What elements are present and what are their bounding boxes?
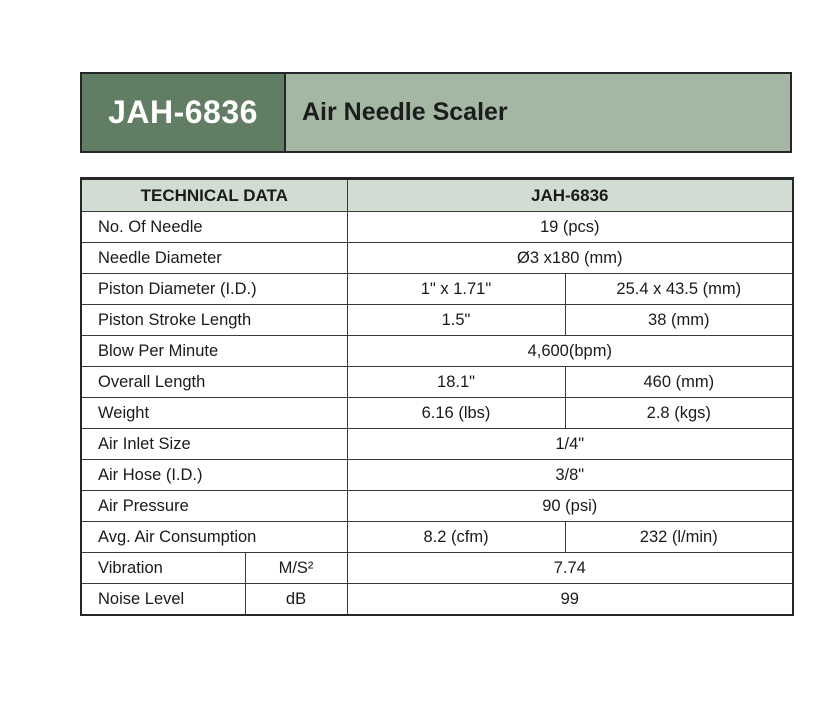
row-value-imperial: 6.16 (lbs) bbox=[347, 398, 565, 429]
row-value-metric: 25.4 x 43.5 (mm) bbox=[565, 274, 793, 305]
model-number: JAH-6836 bbox=[82, 74, 286, 151]
title-banner bbox=[80, 72, 792, 153]
row-unit: dB bbox=[245, 584, 347, 616]
table-row bbox=[81, 460, 793, 491]
row-label: Avg. Air Consumption bbox=[81, 522, 347, 553]
table-row bbox=[81, 522, 793, 553]
row-value-imperial: 1.5" bbox=[347, 305, 565, 336]
row-value: 3/8" bbox=[347, 460, 793, 491]
technical-data-header: TECHNICAL DATA bbox=[81, 179, 347, 212]
table-row bbox=[81, 553, 793, 584]
table-row bbox=[81, 243, 793, 274]
row-label: No. Of Needle bbox=[81, 212, 347, 243]
table-row bbox=[81, 429, 793, 460]
row-value: 90 (psi) bbox=[347, 491, 793, 522]
row-value-metric: 232 (l/min) bbox=[565, 522, 793, 553]
row-label: Piston Diameter (I.D.) bbox=[81, 274, 347, 305]
table-row bbox=[81, 274, 793, 305]
table-row bbox=[81, 491, 793, 522]
row-label: Vibration bbox=[81, 553, 245, 584]
table-row bbox=[81, 212, 793, 243]
row-value-metric: 2.8 (kgs) bbox=[565, 398, 793, 429]
table-row bbox=[81, 336, 793, 367]
row-value: 99 bbox=[347, 584, 793, 616]
row-label: Piston Stroke Length bbox=[81, 305, 347, 336]
table-header-row bbox=[81, 179, 793, 212]
row-label: Noise Level bbox=[81, 584, 245, 616]
row-label: Air Hose (I.D.) bbox=[81, 460, 347, 491]
table-row bbox=[81, 367, 793, 398]
row-value-metric: 38 (mm) bbox=[565, 305, 793, 336]
product-title: Air Needle Scaler bbox=[302, 98, 508, 126]
table-row bbox=[81, 398, 793, 429]
row-label: Overall Length bbox=[81, 367, 347, 398]
technical-data-table bbox=[80, 177, 794, 616]
row-value: 19 (pcs) bbox=[347, 212, 793, 243]
row-unit: M/S² bbox=[245, 553, 347, 584]
model-column-header: JAH-6836 bbox=[347, 179, 793, 212]
table-row bbox=[81, 584, 793, 616]
row-value: 7.74 bbox=[347, 553, 793, 584]
row-value: Ø3 x180 (mm) bbox=[347, 243, 793, 274]
row-label: Air Inlet Size bbox=[81, 429, 347, 460]
row-label: Blow Per Minute bbox=[81, 336, 347, 367]
row-value-imperial: 18.1" bbox=[347, 367, 565, 398]
row-value-metric: 460 (mm) bbox=[565, 367, 793, 398]
row-label: Weight bbox=[81, 398, 347, 429]
table-row bbox=[81, 305, 793, 336]
row-value: 1/4" bbox=[347, 429, 793, 460]
row-value-imperial: 1" x 1.71" bbox=[347, 274, 565, 305]
row-value: 4,600(bpm) bbox=[347, 336, 793, 367]
row-label: Needle Diameter bbox=[81, 243, 347, 274]
row-label: Air Pressure bbox=[81, 491, 347, 522]
row-value-imperial: 8.2 (cfm) bbox=[347, 522, 565, 553]
